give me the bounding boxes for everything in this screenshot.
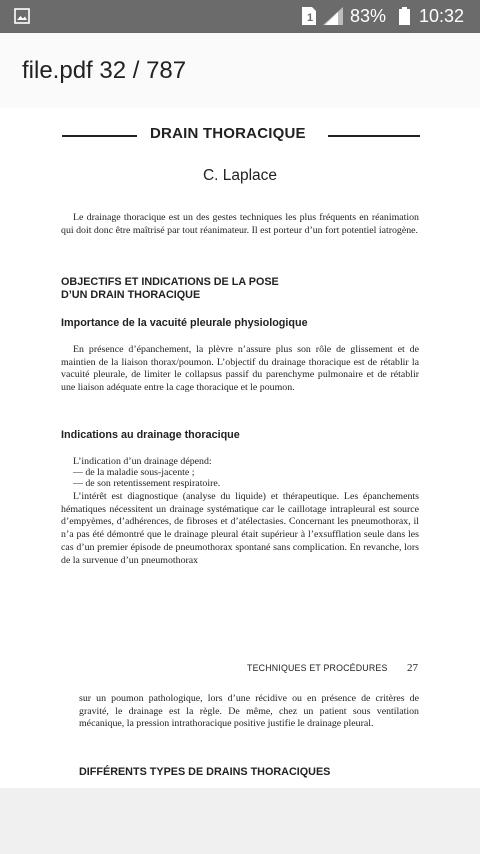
section-heading: [61, 276, 421, 301]
clock: 10:32: [419, 6, 465, 26]
heading-rule-left: [62, 135, 137, 137]
signal-strength-icon: [323, 7, 343, 25]
indication-list: [61, 467, 419, 490]
battery-icon: [399, 7, 410, 25]
app-bar: [0, 33, 480, 108]
page-footer: [0, 663, 480, 677]
subsection-heading-1: Importance de la vacuité pleurale physiologique: [61, 317, 308, 329]
footer-label: TECHNIQUES ET PROCÉDURES: [247, 663, 388, 673]
subsection-heading-2: Indications au drainage thoracique: [61, 429, 240, 441]
section-heading-line2: D’UN DRAIN THORACIQUE: [61, 288, 201, 301]
heading-rule-right: [328, 135, 420, 137]
battery-percent: 83%: [350, 6, 387, 26]
chapter-heading-text: DRAIN THORACIQUE: [150, 125, 306, 142]
intro-paragraph: Le drainage thoracique est un des gestes techniques les plus fréquents en réanimation qui doit donc être maîtrisé par tout réanimateur. Il est porteur d’un fort potentiel iatrogène.: [61, 212, 419, 236]
chapter-heading: [62, 125, 420, 147]
document-title: file.pdf 32 / 787: [22, 57, 187, 84]
author-name: C. Laplace: [202, 167, 278, 184]
status-bar: [0, 0, 480, 33]
subsection-1-paragraph: En présence d’épanchement, la plèvre n’assure plus son rôle de glissement et de maintien de la liaison thorax/poumon. L’objectif du drainage thoracique est de rétablir la vacuité pleurale, de limiter le collapsus passif du parenchyme pulmonaire et de rétablir une liaison adéquate entre la cage thoracique et le poumon.: [61, 344, 419, 394]
viewer-background: [0, 788, 480, 854]
sim-card-icon: [302, 7, 316, 25]
list-item: — de son retentissement respiratoire.: [73, 478, 221, 490]
next-page-paragraph: sur un poumon pathologique, lors d’une récidive ou en présence de critères de gravité, le drainage est la règle. De même, chez un patient sous ventilation mécanique, la pression intrathoracique positive justifie le drainage pleural.: [79, 693, 419, 730]
next-page-heading: DIFFÉRENTS TYPES DE DRAINS THORACIQUES: [79, 766, 331, 778]
page-number: 27: [407, 662, 418, 674]
list-item: — de la maladie sous-jacente ;: [73, 467, 195, 478]
subsection-2-intro: L’indication d’un drainage dépend:: [73, 456, 212, 467]
sim-number: 1: [307, 12, 314, 24]
pdf-page-view[interactable]: [0, 108, 480, 788]
image-notification-icon: [14, 8, 30, 24]
subsection-2-paragraph: L’intérêt est diagnostique (analyse du liquide) et thérapeutique. Les épanchements hématiques nécessitent un drainage systématique car le caillotage intrapleural est source d’empyèmes, d’adhérences, de fibroses et d’atélectasies. Concernant les pneumothorax, il n’a pas été démontré que le drainage pleural était supérieur à l’exsufflation seule dans les cas d’un premier épisode de pneumothorax spontané sans complication. En revanche, lors de la survenue d’un pneumothorax: [61, 491, 419, 566]
section-heading-line1: OBJECTIFS ET INDICATIONS DE LA POSE: [61, 276, 279, 288]
